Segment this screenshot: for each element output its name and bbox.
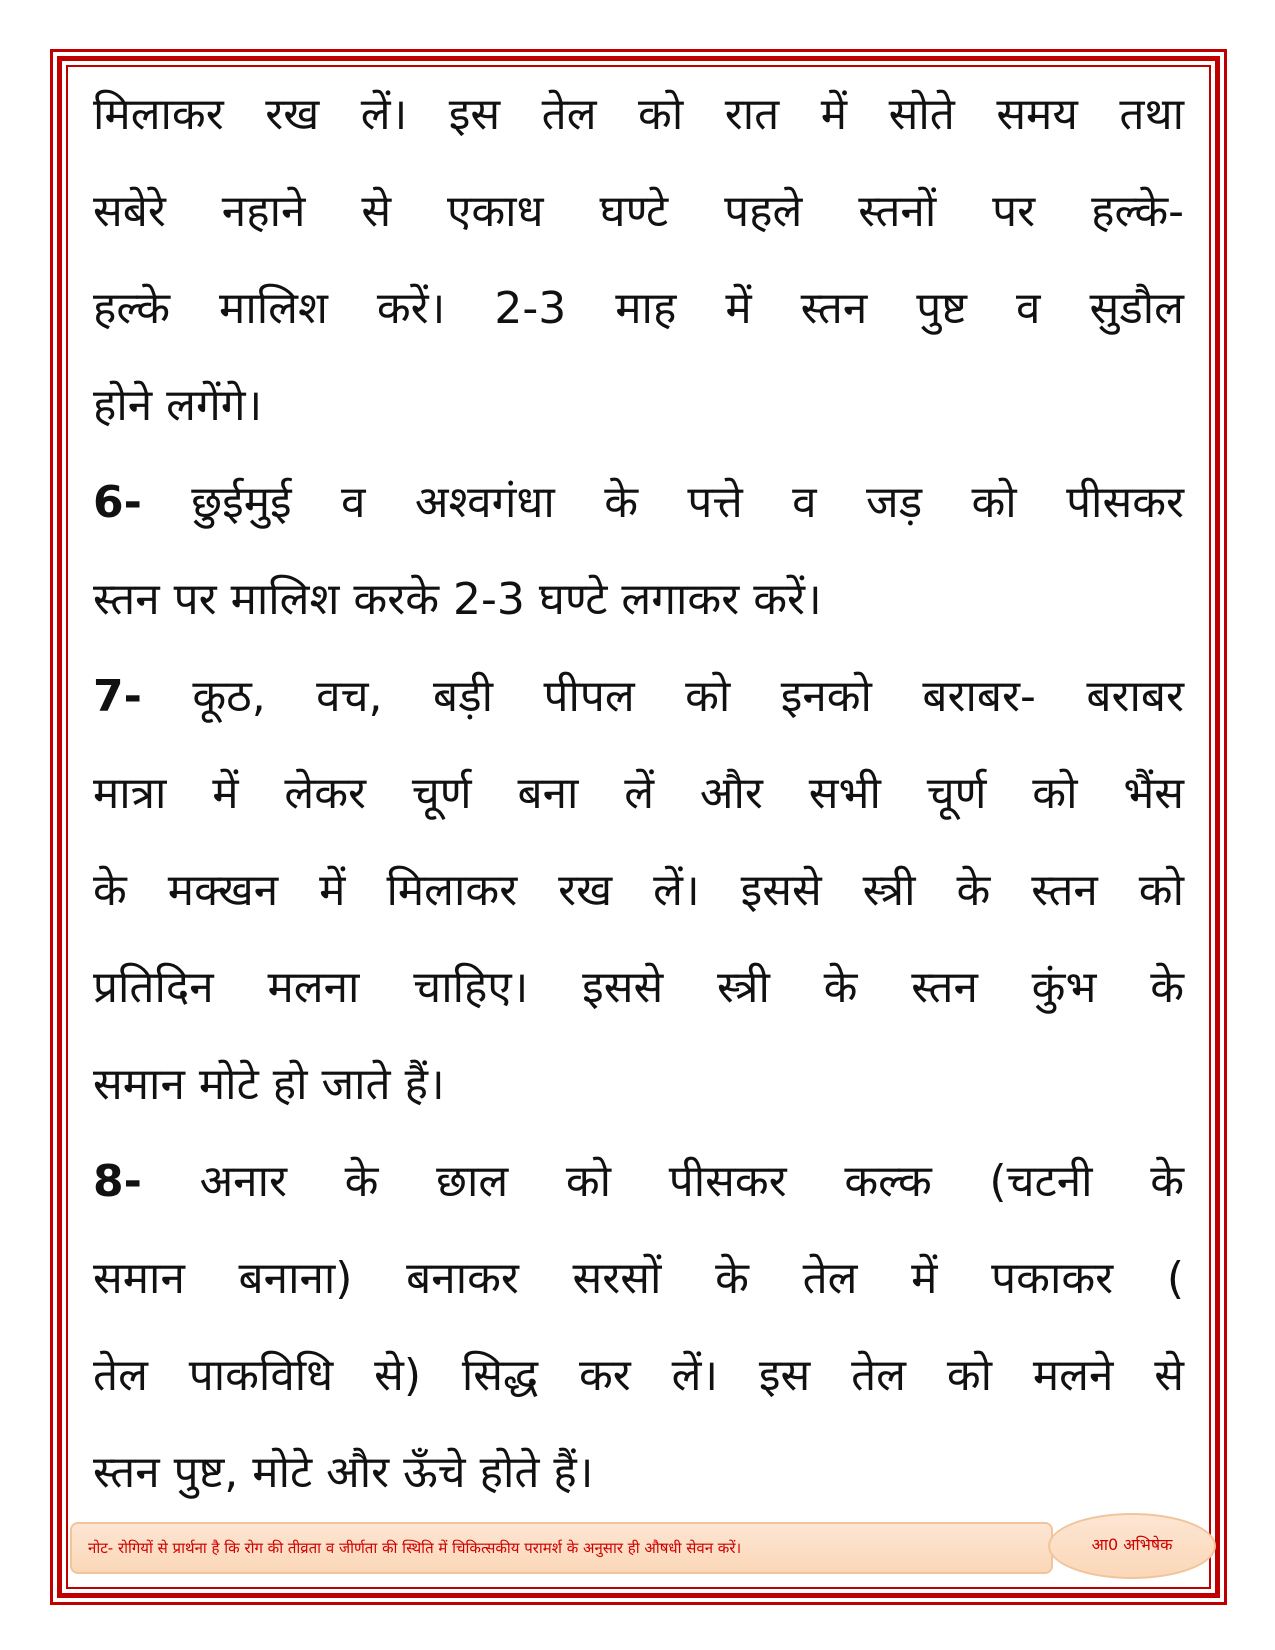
line-text: होने लगेंगे। (93, 380, 263, 431)
item-number: 8- (93, 1156, 142, 1207)
text-line (93, 1327, 1184, 1424)
line-text: समान मोटे हो जाते हैं। (93, 1059, 445, 1110)
text-line (93, 260, 1184, 357)
line-text: कूठ, वच, बड़ी पीपल को इनको बराबर- बराबर (141, 671, 1184, 722)
line-text: मिलाकर रख लें। इस तेल को रात में सोते समय तथा (93, 89, 1184, 140)
line-text: स्तन पर मालिश करके 2-3 घण्टे लगाकर करें। (93, 574, 822, 625)
text-line (93, 551, 1184, 648)
line-text: छुईमुई व अश्वगंधा के पत्ते व जड़ को पीसकर (141, 477, 1184, 528)
line-text: हल्के मालिश करें। 2-3 माह में स्तन पुष्ट व सुडौल (93, 283, 1184, 334)
item-number: 6- (93, 477, 142, 528)
line-text: अनार के छाल को पीसकर कल्क (चटनी के (141, 1156, 1184, 1207)
text-line (93, 66, 1184, 163)
text-line (93, 745, 1184, 842)
line-text: मात्रा में लेकर चूर्ण बना लें और सभी चूर्ण को भैंस (93, 768, 1184, 819)
footer-note: नोट- रोगियों से प्रार्थना है कि रोग की तीव्रता व जीर्णता की स्थिति में चिकित्सकीय परामर्श के अनुसार ही औषधी सेवन करें। (70, 1522, 1053, 1574)
line-text: स्तन पुष्ट, मोटे और ऊँचे होते हैं। (93, 1447, 594, 1498)
text-line (93, 163, 1184, 260)
line-text: समान बनाना) बनाकर सरसों के तेल में पकाकर ( (93, 1253, 1184, 1304)
line-text: सबेरे नहाने से एकाध घण्टे पहले स्तनों पर हल्के- (93, 186, 1184, 237)
text-line (93, 1230, 1184, 1327)
body-text (93, 66, 1184, 1521)
text-line (93, 1424, 1184, 1521)
item-number: 7- (93, 671, 142, 722)
line-text: के मक्खन में मिलाकर रख लें। इससे स्त्री के स्तन को (93, 865, 1184, 916)
text-line (93, 939, 1184, 1036)
text-line (93, 454, 1184, 551)
footer-author-badge: आ0 अभिषेक (1048, 1513, 1216, 1579)
text-line (93, 842, 1184, 939)
text-line (93, 1133, 1184, 1230)
text-line (93, 357, 1184, 454)
line-text: तेल पाकविधि से) सिद्ध कर लें। इस तेल को मलने से (93, 1350, 1184, 1401)
line-text: प्रतिदिन मलना चाहिए। इससे स्त्री के स्तन कुंभ के (93, 962, 1184, 1013)
text-line (93, 648, 1184, 745)
text-line (93, 1036, 1184, 1133)
